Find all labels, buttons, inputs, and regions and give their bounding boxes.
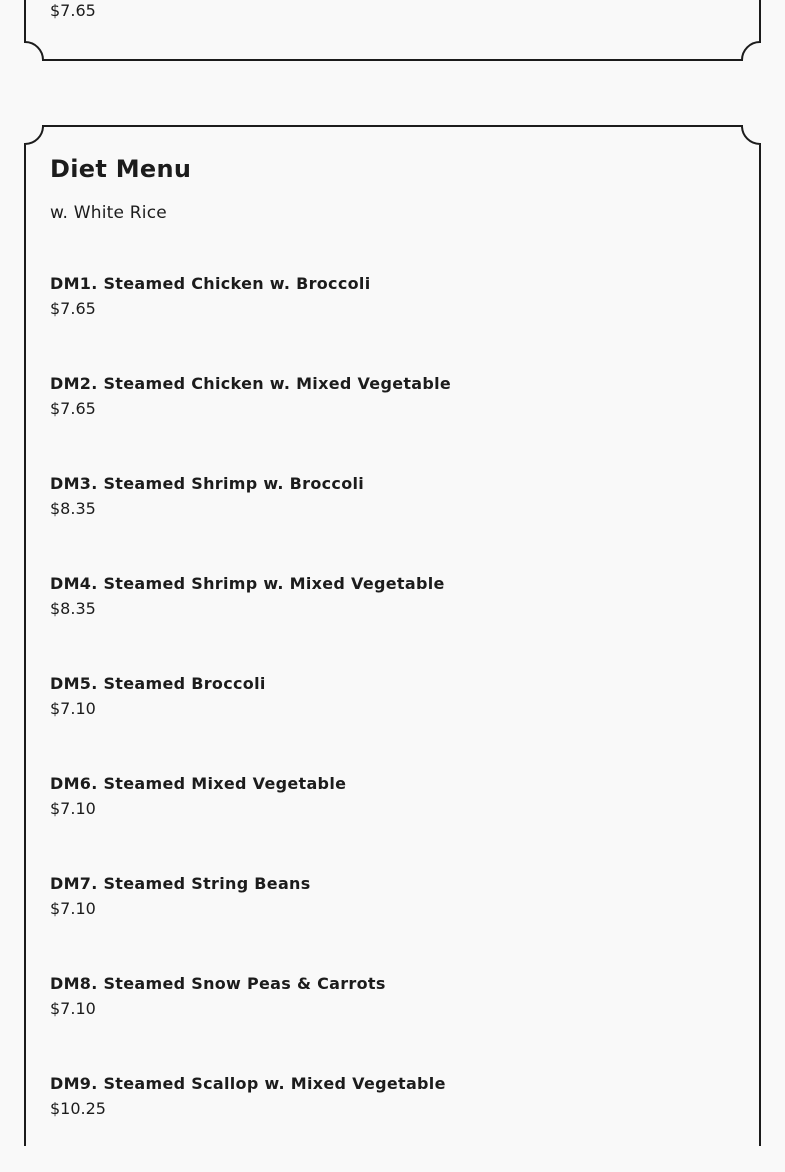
item-name: DM4. Steamed Shrimp w. Mixed Vegetable: [50, 574, 445, 593]
section-title: Diet Menu: [50, 155, 192, 183]
item-price: $10.25: [50, 1099, 106, 1118]
menu-item-list: [50, 272, 730, 1172]
menu-item[interactable]: [50, 372, 730, 472]
item-name: DM2. Steamed Chicken w. Mixed Vegetable: [50, 374, 452, 393]
menu-item[interactable]: [50, 972, 730, 1072]
item-price: $7.65: [50, 1, 96, 20]
menu-item[interactable]: [50, 272, 730, 372]
previous-menu-card: [24, 0, 761, 62]
item-price: $7.65: [50, 299, 96, 318]
item-name: DM3. Steamed Shrimp w. Broccoli: [50, 474, 365, 493]
item-price: $7.65: [50, 399, 96, 418]
diet-menu-card: [24, 126, 761, 1146]
item-price: $7.10: [50, 999, 96, 1018]
menu-item[interactable]: [50, 572, 730, 672]
item-name: DM1. Steamed Chicken w. Broccoli: [50, 274, 371, 293]
item-price: $8.35: [50, 599, 96, 618]
item-price: $7.10: [50, 699, 96, 718]
item-price: $7.10: [50, 899, 96, 918]
item-price: $7.10: [50, 799, 96, 818]
item-name: DM9. Steamed Scallop w. Mixed Vegetable: [50, 1074, 446, 1093]
section-subtitle: w. White Rice: [50, 203, 167, 223]
item-name: DM8. Steamed Snow Peas & Carrots: [50, 974, 386, 993]
menu-item[interactable]: [50, 872, 730, 972]
menu-item[interactable]: [50, 772, 730, 872]
item-name: DM7. Steamed String Beans: [50, 874, 311, 893]
card-frame: [24, 0, 761, 62]
menu-item[interactable]: [50, 672, 730, 772]
item-name: DM6. Steamed Mixed Vegetable: [50, 774, 347, 793]
menu-item[interactable]: [50, 472, 730, 572]
menu-item[interactable]: [50, 1072, 730, 1172]
item-price: $8.35: [50, 499, 96, 518]
item-name: DM5. Steamed Broccoli: [50, 674, 266, 693]
